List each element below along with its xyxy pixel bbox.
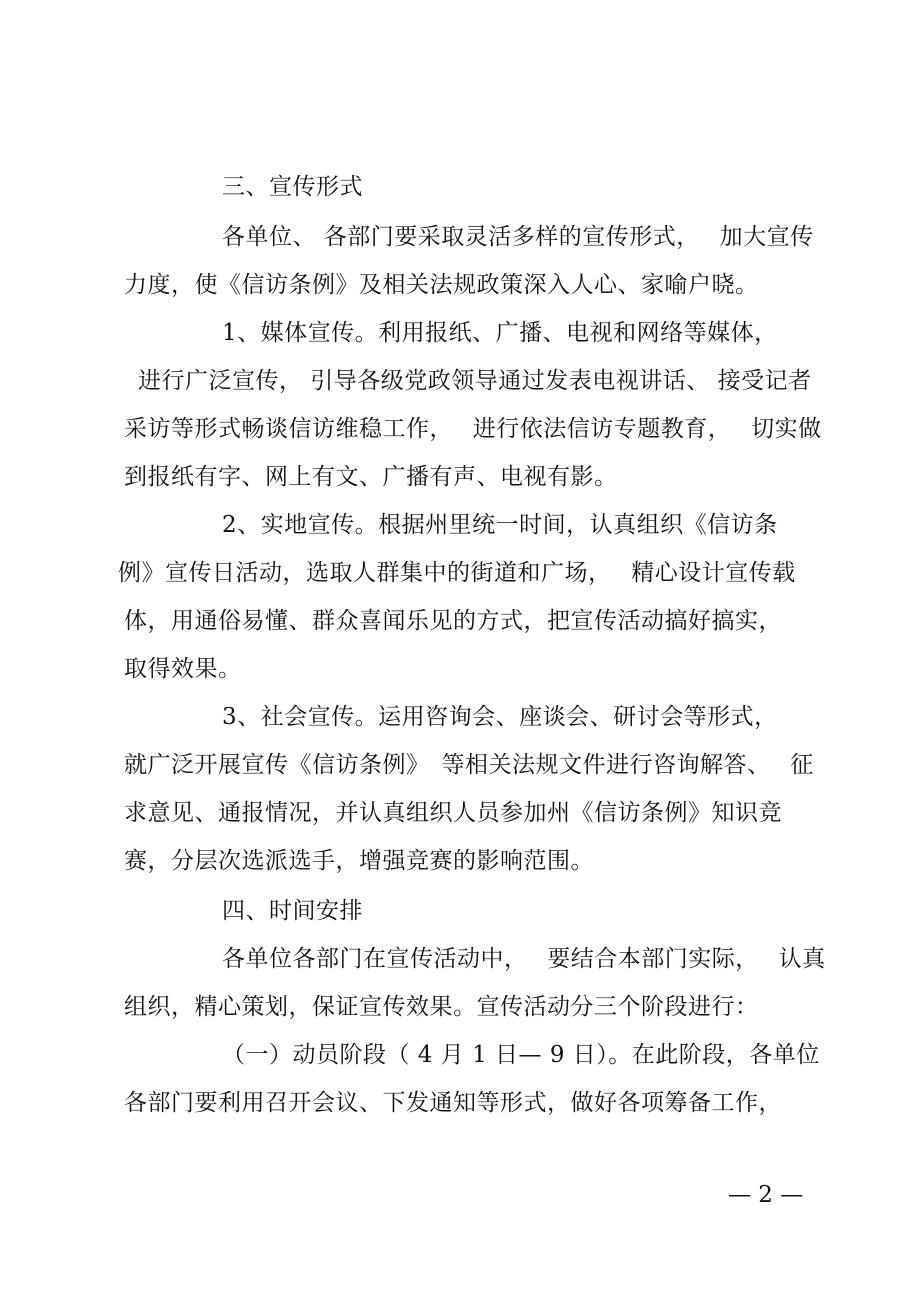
paragraph-line: 1、媒体宣传。利用报纸、广播、电视和网络等媒体， [222, 320, 778, 346]
paragraph-line: 各单位各部门在宣传活动中， 要结合本部门实际， 认真 [222, 946, 826, 972]
paragraph-line: 求意见、通报情况，并认真组织人员参加州《信访条例》知识竞 [124, 800, 782, 826]
paragraph-line: 赛，分层次选派选手，增强竞赛的影响范围。 [124, 848, 594, 874]
paragraph-line: 进行广泛宣传， 引导各级党政领导通过发表电视讲话、 接受记者 [138, 368, 812, 394]
paragraph-line: 2、实地宣传。根据州里统一时间，认真组织《信访条 [222, 512, 778, 538]
paragraph-line: 力度，使《信访条例》及相关法规政策深入人心、家喻户晓。 [124, 272, 759, 298]
paragraph-line: 组织，精心策划，保证宣传效果。宣传活动分三个阶段进行： [124, 994, 759, 1020]
paragraph-line: 体，用通俗易懂、群众喜闻乐见的方式，把宣传活动搞好搞实， [124, 608, 782, 634]
paragraph-line: 各单位、 各部门要采取灵活多样的宣传形式， 加大宣传 [222, 224, 814, 250]
paragraph-line: 各部门要利用召开会议、下发通知等形式，做好各项筹备工作， [124, 1090, 782, 1116]
paragraph-line: 就广泛开展宣传《信访条例》 等相关法规文件进行咨询解答、 征 [124, 752, 814, 778]
paragraph-line: （一）动员阶段（ 4 月 1 日— 9 日）。在此阶段，各单位 [222, 1042, 820, 1068]
paragraph-line: 采访等形式畅谈信访维稳工作， 进行依法信访专题教育， 切实做 [124, 416, 822, 442]
paragraph-line: 3、社会宣传。运用咨询会、座谈会、研讨会等形式， [222, 704, 778, 730]
paragraph-line: 例》宣传日活动，选取人群集中的街道和广场， 精心设计宣传载 [118, 560, 796, 586]
page-number: — 2 — [728, 1182, 804, 1208]
section-heading-time-schedule: 四、时间安排 [222, 898, 363, 924]
paragraph-line: 取得效果。 [124, 656, 242, 682]
paragraph-line: 到报纸有字、网上有文、广播有声、电视有影。 [124, 464, 618, 490]
section-heading-publicity-forms: 三、宣传形式 [222, 174, 363, 200]
